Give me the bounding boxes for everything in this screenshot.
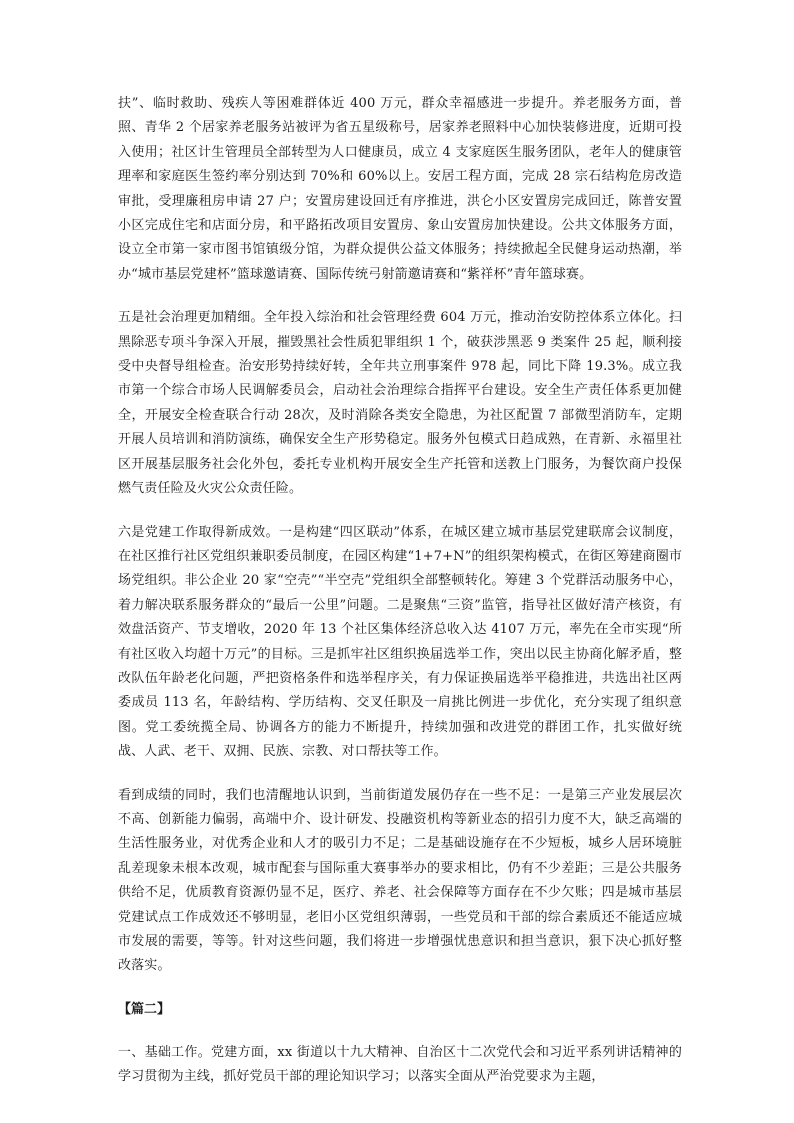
paragraph-party-building: 六是党建工作取得新成效。一是构建“四区联动”体系，在城区建立城市基层党建联席会议制度，在社区推行社区党组织兼职委员制度，在园区构建“1+7+N”的组织架构模式，在街区筹建商圈市场党组织。非公企业 20 家“空壳”“半空壳”党组织全部整顿转化。筹建 3 个党群活动服务中心，着力解决联系服务群众的“最后一公里”问题。二是聚焦“三资”监管，指导社区做好清产核资，有效盘活资产、节支增收，2020 年 13 个社区集体经济总收入达 4107 万元，率先在全市实现“所有社区收入均超十万元”的目标。三是抓牢社区组织换届选举工作，突出以民主协商化解矛盾，整改队伍年龄老化问题，严把资格条件和选举程序关，有力保证换届选举平稳推进，共选出社区两委成员 113 名，年龄结构、学历结构、交叉任职及一肩挑比例进一步优化，充分实现了组织意图。党工委统揽全局、协调各方的能力不断提升，持续加强和改进党的群团工作，扎实做好统战、人武、老干、双拥、民族、宗教、对口帮扶等工作。 bbox=[118, 524, 682, 760]
paragraph-shortcomings: 看到成绩的同时，我们也清醒地认识到，当前街道发展仍存在一些不足：一是第三产业发展层次不高、创新能力偏弱，高端中介、设计研发、投融资机构等新业态的招引力度不大，缺乏高端的生活性服务业，对优秀企业和人才的吸引力不足；二是基础设施存在不少短板，城乡人居环境脏乱差现象未根本改观，城市配套与国际重大赛事举办的要求相比，仍有不少差距；三是公共服务供给不足，优质教育资源仍显不足，医疗、养老、社会保障等方面存在不少欠账；四是城市基层党建试点工作成效还不够明显，老旧小区党组织薄弱，一些党员和干部的综合素质还不能适应城市发展的需要，等等。针对这些问题，我们将进一步增强忧患意识和担当意识，狠下决心抓好整改落实。 bbox=[118, 787, 682, 974]
paragraph-social-governance: 五是社会治理更加精细。全年投入综治和社会管理经费 604 万元，推动治安防控体系立体化。扫黑除恶专项斗争深入开展，摧毁黑社会性质犯罪组织 1 个，破获涉黑恶 9 类案件 25 起，顺利接受中央督导组检查。治安形势持续好转，全年共立刑事案件 978 起，同比下降 19.3%。成立我市第一个综合市场人民调解委员会，启动社会治理综合指挥平台建设。安全生产责任体系更加健全，开展安全检查联合行动 28次，及时消除各类安全隐患，为社区配置 7 部微型消防车，定期开展人员培训和消防演练，确保安全生产形势稳定。服务外包模式日趋成熟，在青新、永福里社区开展基层服务社会化外包，委托专业机构开展安全生产托管和送教上门服务，为餐饮商户投保燃气责任险及火灾公众责任险。 bbox=[118, 310, 682, 497]
section-heading: 【篇二】 bbox=[118, 1001, 171, 1017]
paragraph-welfare-services: 扶”、临时救助、残疾人等困难群体近 400 万元，群众幸福感进一步提升。养老服务方面，普照、青华 2 个居家养老服务站被评为省五星级称号，居家养老照料中心加快装修进度，近期可投入使用；社区计生管理员全部转型为人口健康员，成立 4 支家庭医生服务团队，老年人的健康管理率和家庭医生签约率分别达到 70%和 60%以上。安居工程方面，完成 28 宗石结构危房改造审批，受理廉租房申请 27 户；安置房建设回迁有序推进，洪仑小区安置房完成回迁，陈普安置小区完成住宅和店面分房，和平路拓改项目安置房、象山安置房加快建设。公共文体服务方面，设立全市第一家市图书馆镇级分馆，为群众提供公益文体服务；持续掀起全民健身运动热潮，举办“城市基层党建杯”篮球邀请赛、国际传统弓射箭邀请赛和“紫祥杯”青年篮球赛。 bbox=[118, 96, 682, 282]
paragraph-basic-work: 一、基础工作。党建方面，xx 街道以十九大精神、自治区十二次党代会和习近平系列讲话精神的学习贯彻为主线，抓好党员干部的理论知识学习；以落实全面从严治党要求为主题， bbox=[118, 1044, 682, 1085]
document-page bbox=[118, 92, 682, 1109]
